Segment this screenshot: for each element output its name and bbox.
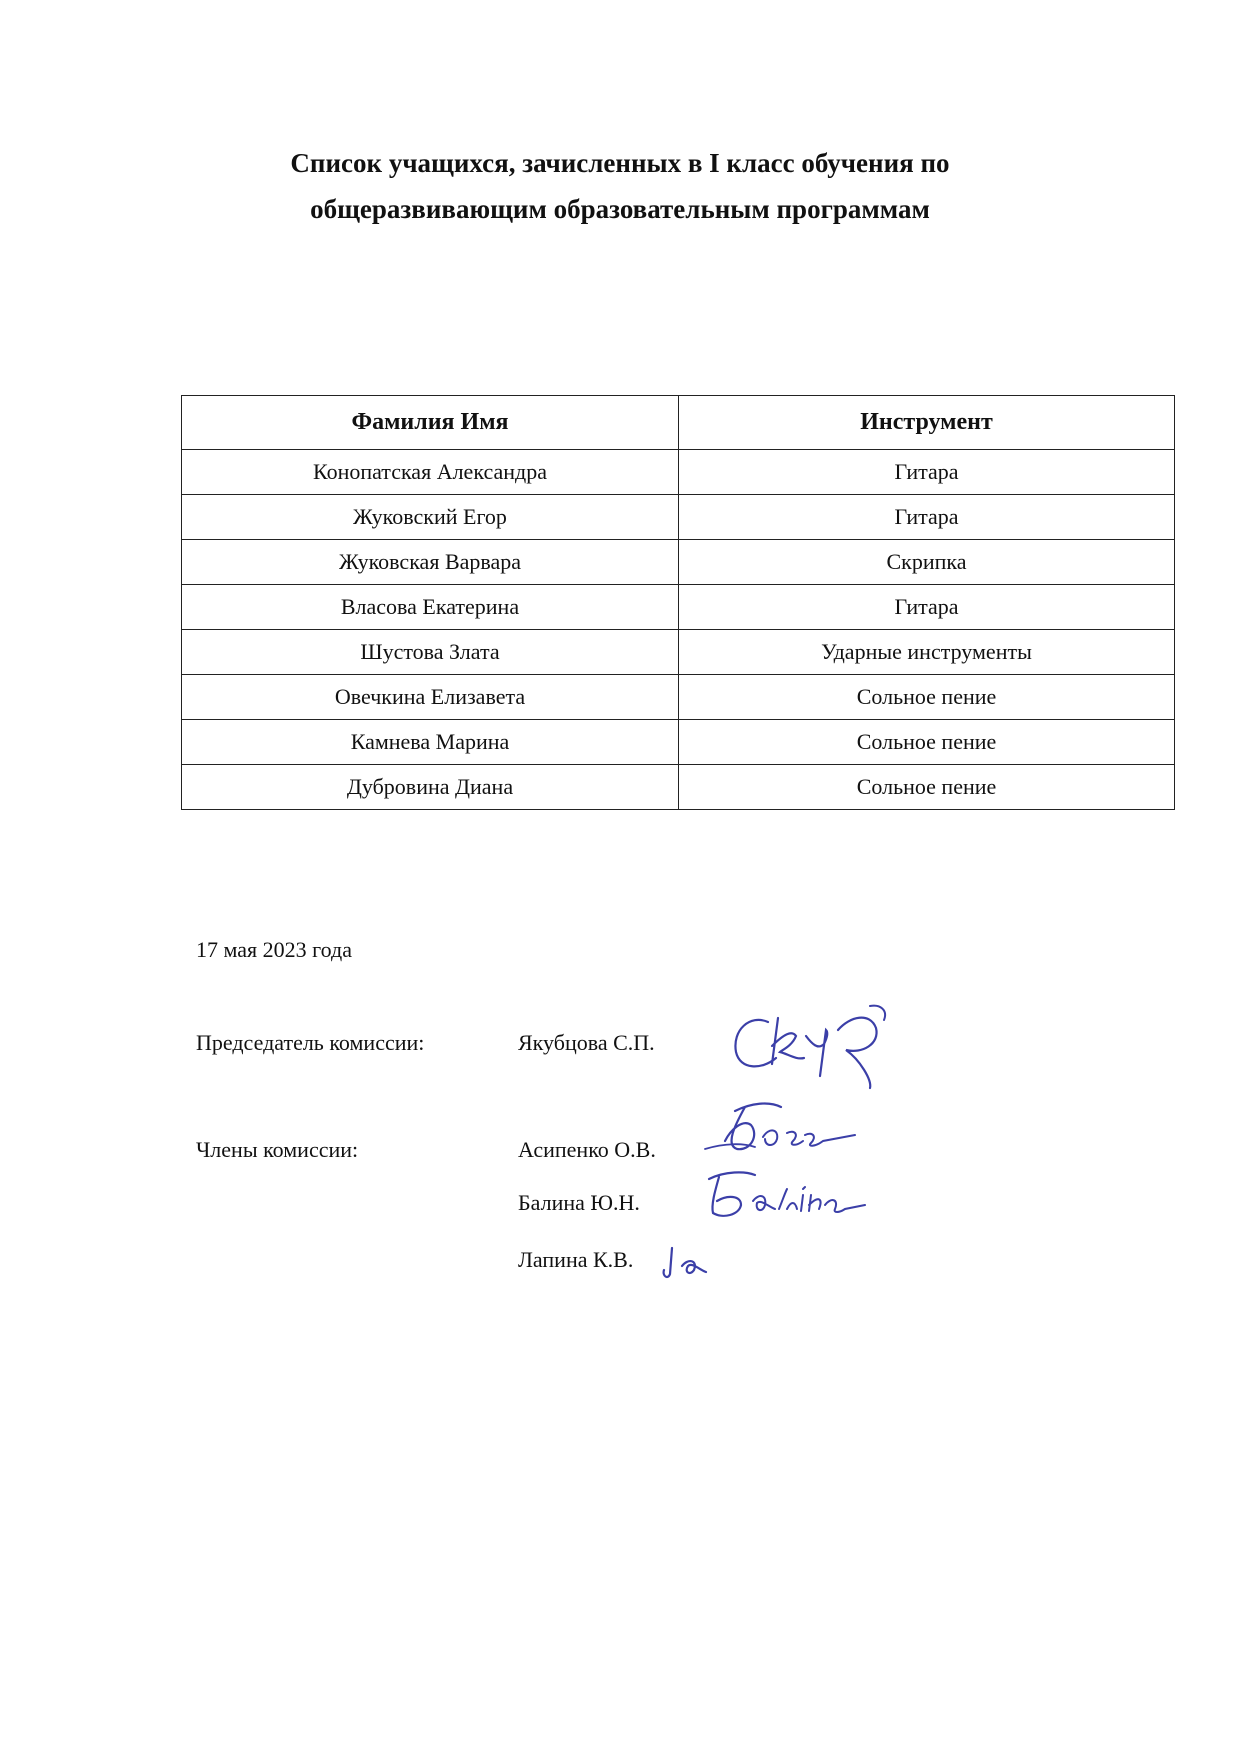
- student-name-cell: Овечкина Елизавета: [182, 675, 679, 720]
- instrument-cell: Скрипка: [679, 540, 1175, 585]
- instrument-cell: Гитара: [679, 450, 1175, 495]
- table-row: [182, 630, 1175, 675]
- student-name-cell: Шустова Злата: [182, 630, 679, 675]
- table-row: [182, 585, 1175, 630]
- student-name-cell: Камнева Марина: [182, 720, 679, 765]
- member-name-2: Балина Ю.Н.: [518, 1190, 640, 1215]
- member-signature-2: [695, 1165, 875, 1225]
- instrument-cell: Гитара: [679, 495, 1175, 540]
- students-table: [181, 395, 1175, 810]
- instrument-cell: Сольное пение: [679, 675, 1175, 720]
- table-row: [182, 450, 1175, 495]
- column-header-instrument: Инструмент: [679, 396, 1175, 450]
- table-row: [182, 720, 1175, 765]
- instrument-cell: Сольное пение: [679, 765, 1175, 810]
- member-name-3: Лапина К.В.: [518, 1247, 634, 1272]
- instrument-cell: Ударные инструменты: [679, 630, 1175, 675]
- member-name-1: Асипенко О.В.: [518, 1137, 656, 1162]
- student-name-cell: Жуковский Егор: [182, 495, 679, 540]
- members-label: Члены комиссии:: [196, 1137, 359, 1162]
- table-row: [182, 495, 1175, 540]
- chair-name: Якубцова С.П.: [518, 1030, 655, 1055]
- table-header-row: [182, 396, 1175, 450]
- student-name-cell: Жуковская Варвара: [182, 540, 679, 585]
- table-row: [182, 540, 1175, 585]
- student-name-cell: Власова Екатерина: [182, 585, 679, 630]
- chair-label: Председатель комиссии:: [196, 1030, 425, 1055]
- title-line-2: общеразвивающим образовательным программам: [310, 194, 930, 224]
- column-header-name: Фамилия Имя: [182, 396, 679, 450]
- member-signature-3: [660, 1240, 720, 1280]
- student-name-cell: Конопатская Александра: [182, 450, 679, 495]
- document-date: 17 мая 2023 года: [196, 937, 352, 962]
- table-row: [182, 675, 1175, 720]
- chair-signature: [720, 1000, 900, 1090]
- table-row: [182, 765, 1175, 810]
- title-line-1: Список учащихся, зачисленных в I класс обучения по: [290, 148, 950, 178]
- document-title: [230, 140, 1010, 232]
- instrument-cell: Сольное пение: [679, 720, 1175, 765]
- instrument-cell: Гитара: [679, 585, 1175, 630]
- member-signature-1: [695, 1085, 865, 1165]
- student-name-cell: Дубровина Диана: [182, 765, 679, 810]
